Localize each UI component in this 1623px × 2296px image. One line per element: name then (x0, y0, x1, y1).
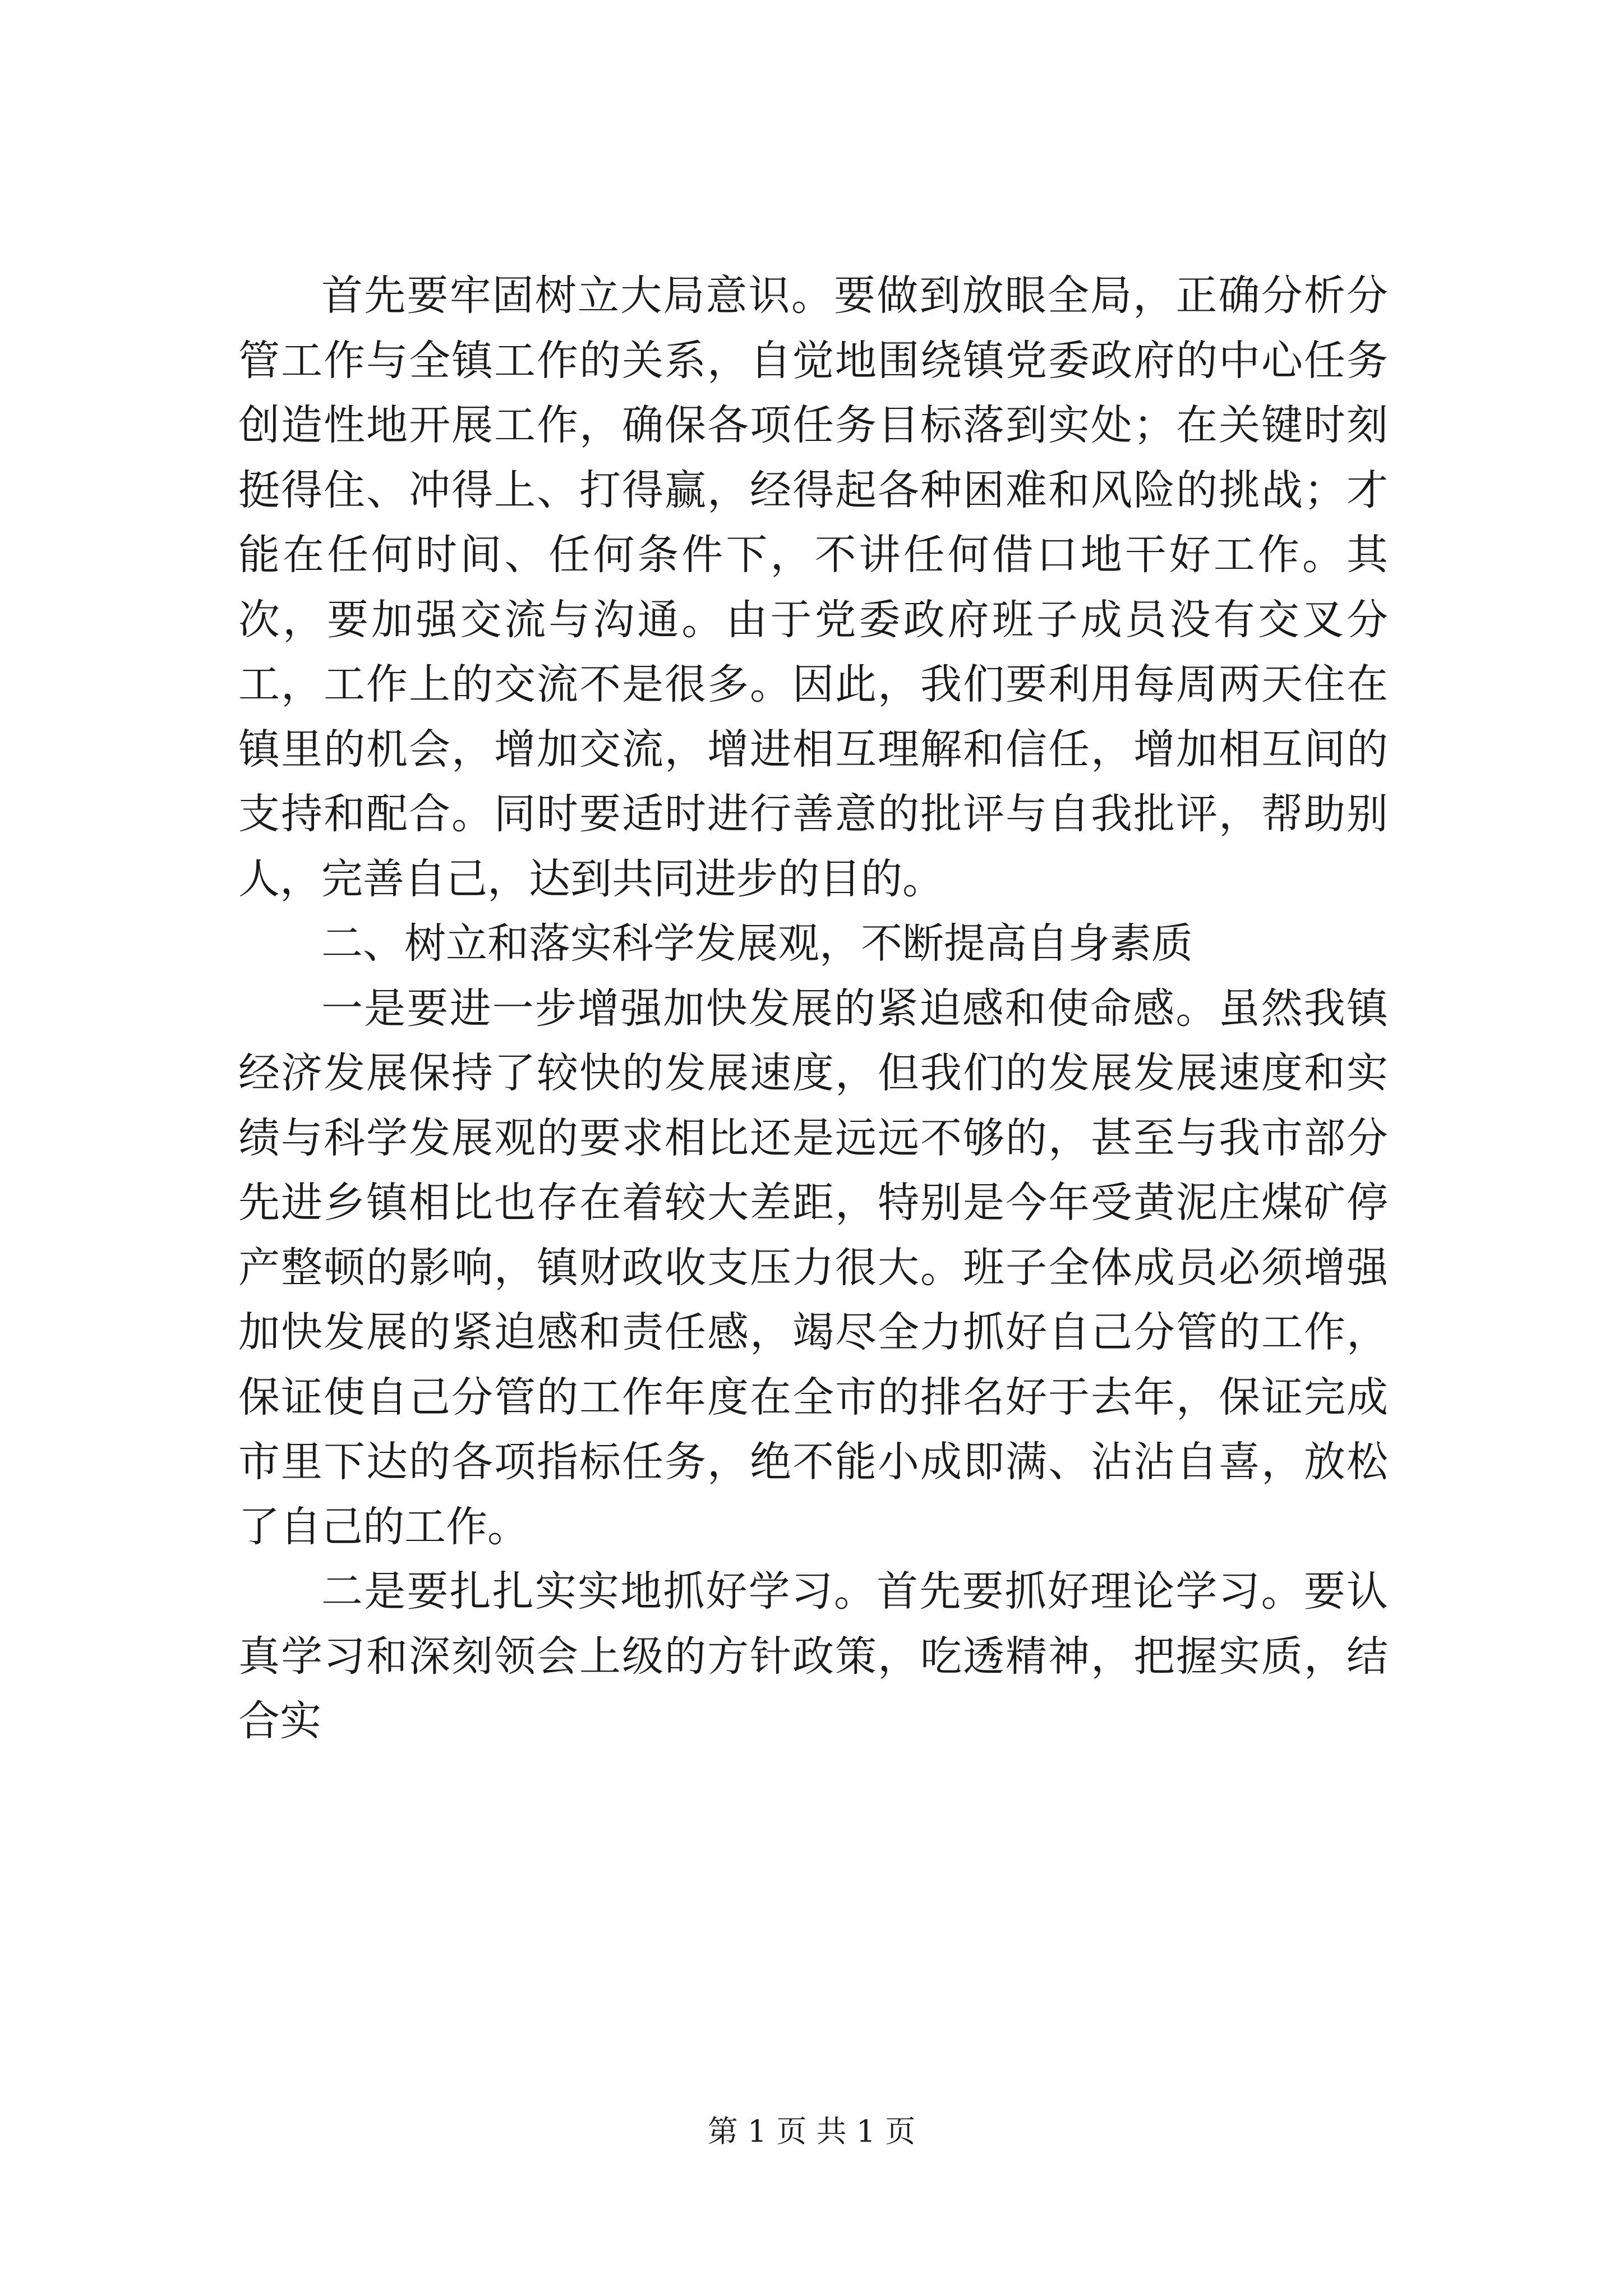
paragraph-overall-awareness: 首先要牢固树立大局意识。要做到放眼全局，正确分析分管工作与全镇工作的关系，自觉地围绕镇党委政府的中心任务创造性地开展工作，确保各项任务目标落到实处；在关键时刻挺得住、冲得上、打得赢，经得起各种困难和风险的挑战；才能在任何时间、任何条件下，不讲任何借口地干好工作。其次，要加强交流与沟通。由于党委政府班子成员没有交叉分工，工作上的交流不是很多。因此，我们要利用每周两天住在镇里的机会，增加交流，增进相互理解和信任，增加相互间的支持和配合。同时要适时进行善意的批评与自我批评，帮助别人，完善自己，达到共同进步的目的。 (238, 272, 1388, 903)
paragraph-study: 二是要扎扎实实地抓好学习。首先要抓好理论学习。要认真学习和深刻领会上级的方针政策，吃透精神，把握实质，结合实 (238, 1567, 1388, 1745)
page-footer: 第 1 页 共 1 页 (707, 2114, 916, 2149)
document-body (238, 264, 1388, 1754)
section-heading: 二、树立和落实科学发展观，不断提高自身素质 (321, 919, 1193, 968)
paragraph-development-urgency: 一是要进一步增强加快发展的紧迫感和使命感。虽然我镇经济发展保持了较快的发展速度，但我们的发展发展速度和实绩与科学发展观的要求相比还是远远不够的，甚至与我市部分先进乡镇相比也存在着较大差距，特别是今年受黄泥庄煤矿停产整顿的影响，镇财政收支压力很大。班子全体成员必须增强加快发展的紧迫感和责任感，竭尽全力抓好自己分管的工作，保证使自己分管的工作年度在全市的排名好于去年，保证完成市里下达的各项指标任务，绝不能小成即满、沾沾自喜，放松了自己的工作。 (238, 984, 1388, 1551)
